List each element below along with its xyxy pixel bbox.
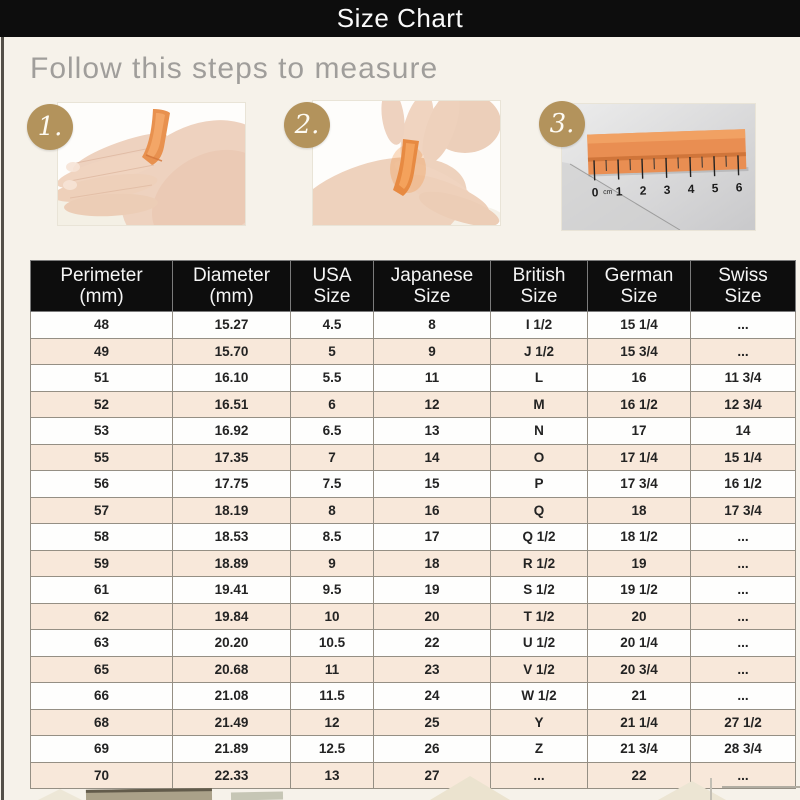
table-cell: 8.5 xyxy=(291,524,374,551)
table-cell: Y xyxy=(491,709,588,736)
table-cell: 20 1/4 xyxy=(588,630,691,657)
table-cell: 69 xyxy=(31,736,173,763)
table-row xyxy=(31,497,796,524)
svg-text:1: 1 xyxy=(615,184,623,199)
table-cell: 48 xyxy=(31,312,173,339)
table-cell: 16 1/2 xyxy=(691,471,796,498)
table-cell: 19 xyxy=(374,577,491,604)
table-cell: 11 xyxy=(291,656,374,683)
table-cell: T 1/2 xyxy=(491,603,588,630)
table-cell: 27 1/2 xyxy=(691,709,796,736)
bottom-cutoff-shape xyxy=(231,792,283,800)
table-row xyxy=(31,736,796,763)
table-cell: 51 xyxy=(31,365,173,392)
table-row xyxy=(31,365,796,392)
table-cell: 13 xyxy=(291,762,374,789)
table-row xyxy=(31,656,796,683)
table-cell: 22 xyxy=(374,630,491,657)
table-cell: ... xyxy=(691,630,796,657)
bottom-cutoff-box xyxy=(86,788,212,800)
table-cell: 18.89 xyxy=(173,550,291,577)
table-cell: 4.5 xyxy=(291,312,374,339)
table-row xyxy=(31,550,796,577)
table-cell: 21.89 xyxy=(173,736,291,763)
table-cell: 23 xyxy=(374,656,491,683)
svg-text:2: 2 xyxy=(639,183,647,198)
bottom-cutoff-shape xyxy=(658,781,726,800)
table-cell: 61 xyxy=(31,577,173,604)
table-cell: ... xyxy=(691,762,796,789)
table-cell: 16.92 xyxy=(173,418,291,445)
svg-text:cm: cm xyxy=(603,188,613,197)
table-cell: ... xyxy=(691,524,796,551)
table-row xyxy=(31,444,796,471)
table-cell: 26 xyxy=(374,736,491,763)
table-cell: ... xyxy=(691,577,796,604)
table-cell: 14 xyxy=(374,444,491,471)
svg-text:0: 0 xyxy=(591,185,599,200)
table-cell: 15.27 xyxy=(173,312,291,339)
table-row xyxy=(31,630,796,657)
table-cell: 11 xyxy=(374,365,491,392)
page-title: Size Chart xyxy=(336,3,464,33)
table-cell: 20 3/4 xyxy=(588,656,691,683)
table-cell: 13 xyxy=(374,418,491,445)
table-cell: 18 1/2 xyxy=(588,524,691,551)
table-cell: 18.53 xyxy=(173,524,291,551)
table-row xyxy=(31,577,796,604)
table-row xyxy=(31,312,796,339)
table-cell: 17 xyxy=(588,418,691,445)
table-cell: 17.75 xyxy=(173,471,291,498)
table-cell: 16 1/2 xyxy=(588,391,691,418)
table-cell: 17 3/4 xyxy=(691,497,796,524)
table-cell: 53 xyxy=(31,418,173,445)
table-cell: 17 3/4 xyxy=(588,471,691,498)
table-cell: 15 1/4 xyxy=(588,312,691,339)
column-header-2: Diameter (mm) xyxy=(173,261,291,312)
table-row xyxy=(31,418,796,445)
table-cell: 16 xyxy=(588,365,691,392)
table-header-row xyxy=(31,261,796,312)
table-cell: M xyxy=(491,391,588,418)
table-cell: 17.35 xyxy=(173,444,291,471)
table-cell: 9 xyxy=(291,550,374,577)
table-cell: 22.33 xyxy=(173,762,291,789)
table-cell: 63 xyxy=(31,630,173,657)
svg-text:3: 3 xyxy=(663,182,671,197)
step-1-photo-hand-with-ribbon xyxy=(58,103,245,225)
table-cell: ... xyxy=(691,656,796,683)
table-cell: 7 xyxy=(291,444,374,471)
table-row xyxy=(31,709,796,736)
pinch-ribbon-illustration xyxy=(313,101,500,225)
table-cell: 55 xyxy=(31,444,173,471)
table-cell: 15.70 xyxy=(173,338,291,365)
table-cell: 20 xyxy=(374,603,491,630)
table-cell: ... xyxy=(691,683,796,710)
step-2-number-badge: 2. xyxy=(284,102,330,148)
table-cell: 68 xyxy=(31,709,173,736)
table-cell: 24 xyxy=(374,683,491,710)
table-row xyxy=(31,471,796,498)
table-cell: 5 xyxy=(291,338,374,365)
table-cell: 8 xyxy=(291,497,374,524)
table-row xyxy=(31,391,796,418)
table-cell: 12 xyxy=(374,391,491,418)
bottom-cutoff-shape xyxy=(430,776,510,800)
table-cell: ... xyxy=(491,762,588,789)
table-cell: 20 xyxy=(588,603,691,630)
table-cell: Z xyxy=(491,736,588,763)
step-3-photo-ribbon-on-ruler xyxy=(562,104,755,230)
table-cell: ... xyxy=(691,338,796,365)
table-cell: 19.84 xyxy=(173,603,291,630)
column-header-1: Perimeter (mm) xyxy=(31,261,173,312)
column-header-6: German Size xyxy=(588,261,691,312)
table-cell: 6 xyxy=(291,391,374,418)
table-row xyxy=(31,338,796,365)
title-bar xyxy=(0,0,800,37)
table-row xyxy=(31,524,796,551)
table-cell: 14 xyxy=(691,418,796,445)
table-cell: 12 3/4 xyxy=(691,391,796,418)
table-cell: 10.5 xyxy=(291,630,374,657)
table-cell: I 1/2 xyxy=(491,312,588,339)
step-2-photo-pinching-ribbon xyxy=(313,101,500,225)
table-cell: 7.5 xyxy=(291,471,374,498)
table-cell: 16 xyxy=(374,497,491,524)
table-cell: 21 1/4 xyxy=(588,709,691,736)
column-header-4: Japanese Size xyxy=(374,261,491,312)
table-cell: ... xyxy=(691,603,796,630)
table-cell: J 1/2 xyxy=(491,338,588,365)
table-cell: 20.68 xyxy=(173,656,291,683)
hand-ribbon-illustration xyxy=(58,103,245,225)
table-cell: 21.49 xyxy=(173,709,291,736)
table-cell: 19 1/2 xyxy=(588,577,691,604)
table-cell: 9.5 xyxy=(291,577,374,604)
table-cell: 19.41 xyxy=(173,577,291,604)
column-header-5: British Size xyxy=(491,261,588,312)
bottom-cutoff-shape xyxy=(38,789,82,800)
table-cell: Q xyxy=(491,497,588,524)
table-cell: 6.5 xyxy=(291,418,374,445)
column-header-7: Swiss Size xyxy=(691,261,796,312)
table-cell: 52 xyxy=(31,391,173,418)
table-cell: 28 3/4 xyxy=(691,736,796,763)
table-cell: N xyxy=(491,418,588,445)
table-row xyxy=(31,603,796,630)
table-cell: 66 xyxy=(31,683,173,710)
table-cell: 11.5 xyxy=(291,683,374,710)
svg-text:6: 6 xyxy=(735,180,743,195)
table-cell: 49 xyxy=(31,338,173,365)
table-cell: 18.19 xyxy=(173,497,291,524)
table-cell: 15 xyxy=(374,471,491,498)
table-cell: 17 1/4 xyxy=(588,444,691,471)
table-cell: 17 xyxy=(374,524,491,551)
table-cell: 70 xyxy=(31,762,173,789)
table-cell: P xyxy=(491,471,588,498)
table-header xyxy=(31,261,796,312)
table-cell: Q 1/2 xyxy=(491,524,588,551)
table-cell: 9 xyxy=(374,338,491,365)
table-cell: 21 xyxy=(588,683,691,710)
table-cell: L xyxy=(491,365,588,392)
table-cell: U 1/2 xyxy=(491,630,588,657)
table-cell: 58 xyxy=(31,524,173,551)
table-cell: 11 3/4 xyxy=(691,365,796,392)
ring-size-table xyxy=(30,260,796,789)
left-edge-line xyxy=(1,36,4,800)
table-cell: 12 xyxy=(291,709,374,736)
table-cell: 65 xyxy=(31,656,173,683)
table-cell: 21 3/4 xyxy=(588,736,691,763)
table-body xyxy=(31,312,796,789)
measure-instructions-heading: Follow this steps to measure xyxy=(30,52,439,85)
table-row xyxy=(31,683,796,710)
table-cell: 10 xyxy=(291,603,374,630)
table-cell: O xyxy=(491,444,588,471)
table-cell: 18 xyxy=(374,550,491,577)
table-cell: 20.20 xyxy=(173,630,291,657)
table-cell: W 1/2 xyxy=(491,683,588,710)
table-cell: 5.5 xyxy=(291,365,374,392)
svg-text:5: 5 xyxy=(711,181,719,196)
table-cell: ... xyxy=(691,550,796,577)
table-cell: 25 xyxy=(374,709,491,736)
table-cell: 8 xyxy=(374,312,491,339)
ruler-illustration xyxy=(562,104,755,230)
table-cell: 18 xyxy=(588,497,691,524)
table-cell: 16.10 xyxy=(173,365,291,392)
table-cell: 15 1/4 xyxy=(691,444,796,471)
table-cell: 56 xyxy=(31,471,173,498)
bottom-cutoff-line xyxy=(722,786,800,788)
table-cell: 16.51 xyxy=(173,391,291,418)
table-cell: R 1/2 xyxy=(491,550,588,577)
table-cell: ... xyxy=(691,312,796,339)
step-3-number-badge: 3. xyxy=(539,101,585,147)
table-cell: S 1/2 xyxy=(491,577,588,604)
table-cell: 15 3/4 xyxy=(588,338,691,365)
table-cell: 62 xyxy=(31,603,173,630)
table-cell: V 1/2 xyxy=(491,656,588,683)
step-1-number-badge: 1. xyxy=(27,104,73,150)
svg-text:4: 4 xyxy=(687,181,695,197)
bottom-cutoff-line xyxy=(710,778,712,800)
table-cell: 59 xyxy=(31,550,173,577)
column-header-3: USA Size xyxy=(291,261,374,312)
table-cell: 27 xyxy=(374,762,491,789)
table-cell: 19 xyxy=(588,550,691,577)
table-cell: 12.5 xyxy=(291,736,374,763)
table-cell: 57 xyxy=(31,497,173,524)
table-cell: 22 xyxy=(588,762,691,789)
table-cell: 21.08 xyxy=(173,683,291,710)
